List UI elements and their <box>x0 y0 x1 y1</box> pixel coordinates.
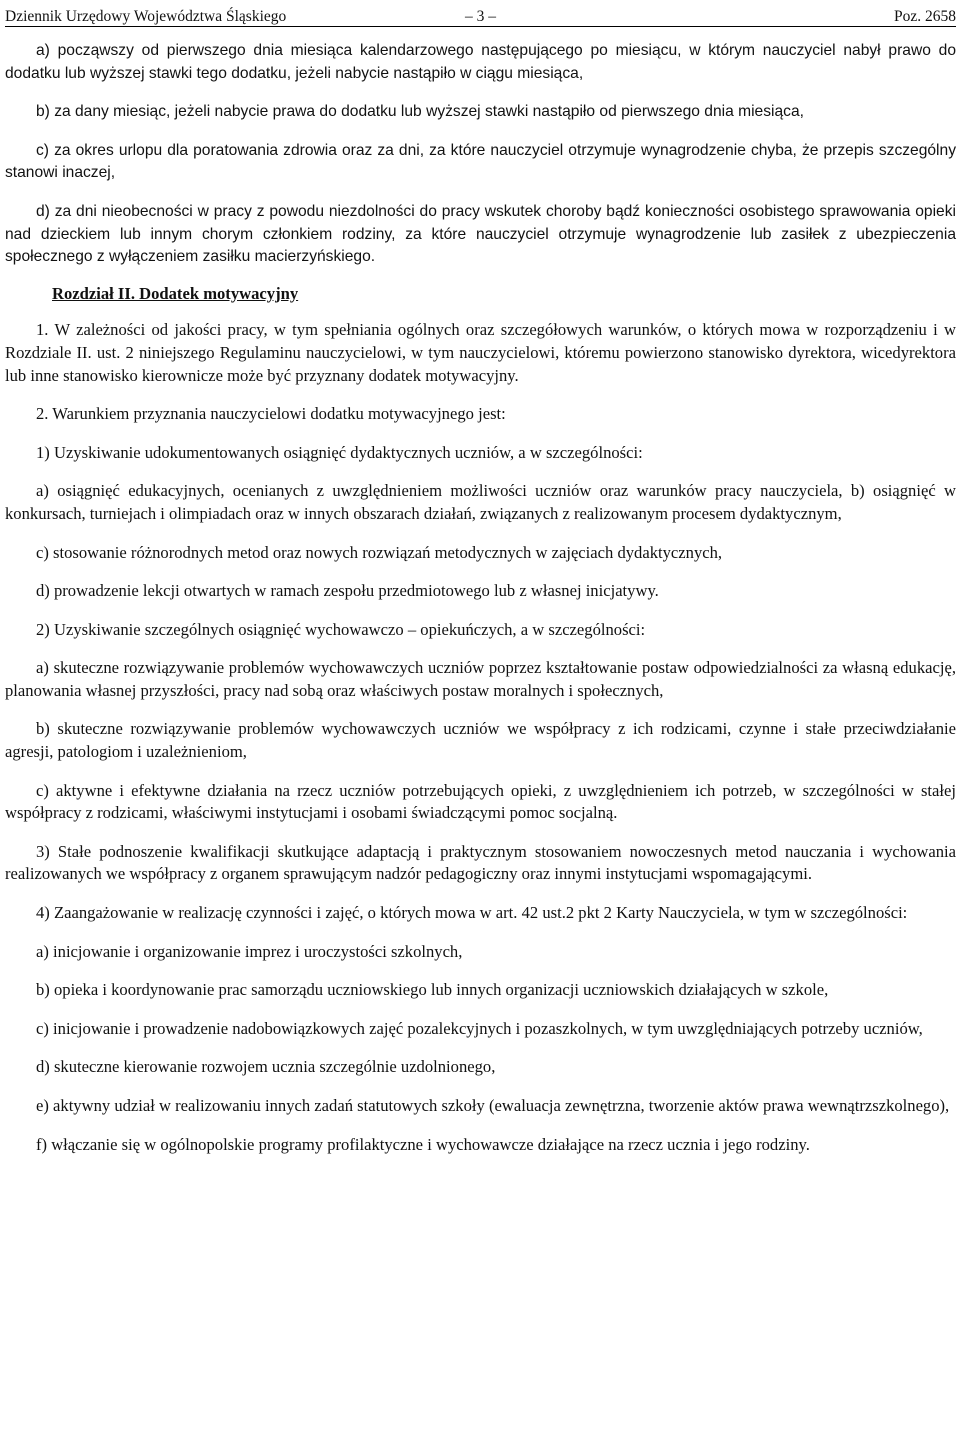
condition-4-c: c) inicjowanie i prowadzenie nadobowiązkowych zajęć pozalekcyjnych i pozaszkolnych, w tym uwzględniających potrzeby uczniów, <box>36 1018 923 1038</box>
condition-4-e: e) aktywny udział w realizowaniu innych zadań statutowych szkoły (ewaluacja zewnętrzna, tworzenie aktów prawa wewnątrzszkolnego), <box>36 1096 950 1115</box>
condition-2-c: c) aktywne i efektywne działania na rzecz uczniów potrzebujących opieki, z uwzględnieniem ich potrzeb, w szczególności w stałej współpracy z rodzicami, właściwymi instytucjami i osobami świadczącymi pomoc socjalną. <box>5 780 956 823</box>
condition-2-a: a) skuteczne rozwiązywanie problemów wychowawczych uczniów poprzez kształtowanie postaw odpowiedzialności za własną edukację, planowania własnej przyszłości, pracy nad sobą oraz właściwych postaw moralnych i społecznych, <box>5 658 956 700</box>
condition-4: 4) Zaangażowanie w realizację czynności i zajęć, o których mowa w art. 42 ust.2 pkt 2 Karty Nauczyciela, w tym w szczególności: <box>36 903 908 923</box>
condition-4-b: b) opieka i koordynowanie prac samorządu uczniowskiego lub innych organizacji uczniowskich działających w szkole, <box>36 980 829 1000</box>
chapter-heading: Rozdział II. Dodatek motywacyjny <box>52 283 299 303</box>
clause-c: c) za okres urlopu dla poratowania zdrowia oraz za dni, za które nauczyciel otrzymuje wynagrodzenie chyba, że przepis szczególny stanowi inaczej, <box>5 141 956 182</box>
condition-3: 3) Stałe podnoszenie kwalifikacji skutkujące adaptacją i praktycznym stosowaniem nowoczesnych metod nauczania i wychowania realizowanych we współpracy z organem sprawującym nadzór pedagogiczny oraz innymi instytucjami wspomagającymi. <box>5 841 956 884</box>
page-header <box>5 0 956 27</box>
condition-1-c: c) stosowanie różnorodnych metod oraz nowych rozwiązań metodycznych w zajęciach dydaktycznych, <box>36 542 723 562</box>
clause-a: a) począwszy od pierwszego dnia miesiąca kalendarzowego następującego po miesiącu, w którym nauczyciel nabył prawo do dodatku lub wyższej stawki tego dodatku, jeżeli nabycie nastąpiło w ciągu miesiąca, <box>5 42 956 82</box>
condition-4-d: d) skuteczne kierowanie rozwojem ucznia szczególnie uzdolnionego, <box>36 1057 496 1077</box>
clause-d: d) za dni nieobecności w pracy z powodu niezdolności do pracy wskutek choroby bądź konieczności osobistego sprawowania opieki nad dzieckiem lub innym chorym członkiem rodziny, za które nauczyciel otrzymuje wynagrodzenie lub zasiłek z ubezpieczenia społecznego z wyłączeniem zasiłku macierzyńskiego. <box>5 202 956 266</box>
page-number: – 3 – <box>465 8 496 25</box>
section-2: 2. Warunkiem przyznania nauczycielowi dodatku motywacyjnego jest: <box>36 404 506 424</box>
position-number: Poz. 2658 <box>894 8 956 25</box>
condition-1-a-b: a) osiągnięć edukacyjnych, ocenianych z uwzględnieniem możliwości uczniów oraz warunków pracy nauczyciela, b) osiągnięć w konkursach, turniejach i olimpiadach oraz w innych obszarach działań, związanych z realizowanym procesem dydaktycznym, <box>5 481 956 523</box>
journal-title: Dziennik Urzędowy Województwa Śląskiego <box>5 8 287 25</box>
condition-1: 1) Uzyskiwanie udokumentowanych osiągnięć dydaktycznych uczniów, a w szczególności: <box>36 442 643 462</box>
condition-2: 2) Uzyskiwanie szczególnych osiągnięć wychowawczo – opiekuńczych, a w szczególności: <box>36 619 646 639</box>
condition-4-a: a) inicjowanie i organizowanie imprez i uroczystości szkolnych, <box>36 941 463 961</box>
section-1: 1. W zależności od jakości pracy, w tym spełniania ogólnych oraz szczegółowych warunków, o których mowa w rozporządzeniu i w Rozdziale II. ust. 2 niniejszego Regulaminu nauczycielowi, w tym nauczycielowi, któremu powierzono stanowisko dyrektora, wicedyrektora lub inne stanowisko kierownicze może być przyznany dodatek motywacyjny. <box>5 320 956 385</box>
condition-2-b: b) skuteczne rozwiązywanie problemów wychowawczych uczniów we współpracy z ich rodzicami, czynne i stałe przeciwdziałanie agresji, patologiom i uzależnieniom, <box>5 719 956 762</box>
condition-4-f: f) włączanie się w ogólnopolskie programy profilaktyczne i wychowawcze działające na rzecz ucznia i jego rodziny. <box>36 1134 810 1154</box>
condition-1-d: d) prowadzenie lekcji otwartych w ramach zespołu przedmiotowego lub z własnej inicjatywy. <box>36 581 659 601</box>
clause-b: b) za dany miesiąc, jeżeli nabycie prawa do dodatku lub wyższej stawki nastąpiło od pierwszego dnia miesiąca, <box>36 103 804 121</box>
document-body <box>5 40 956 1156</box>
